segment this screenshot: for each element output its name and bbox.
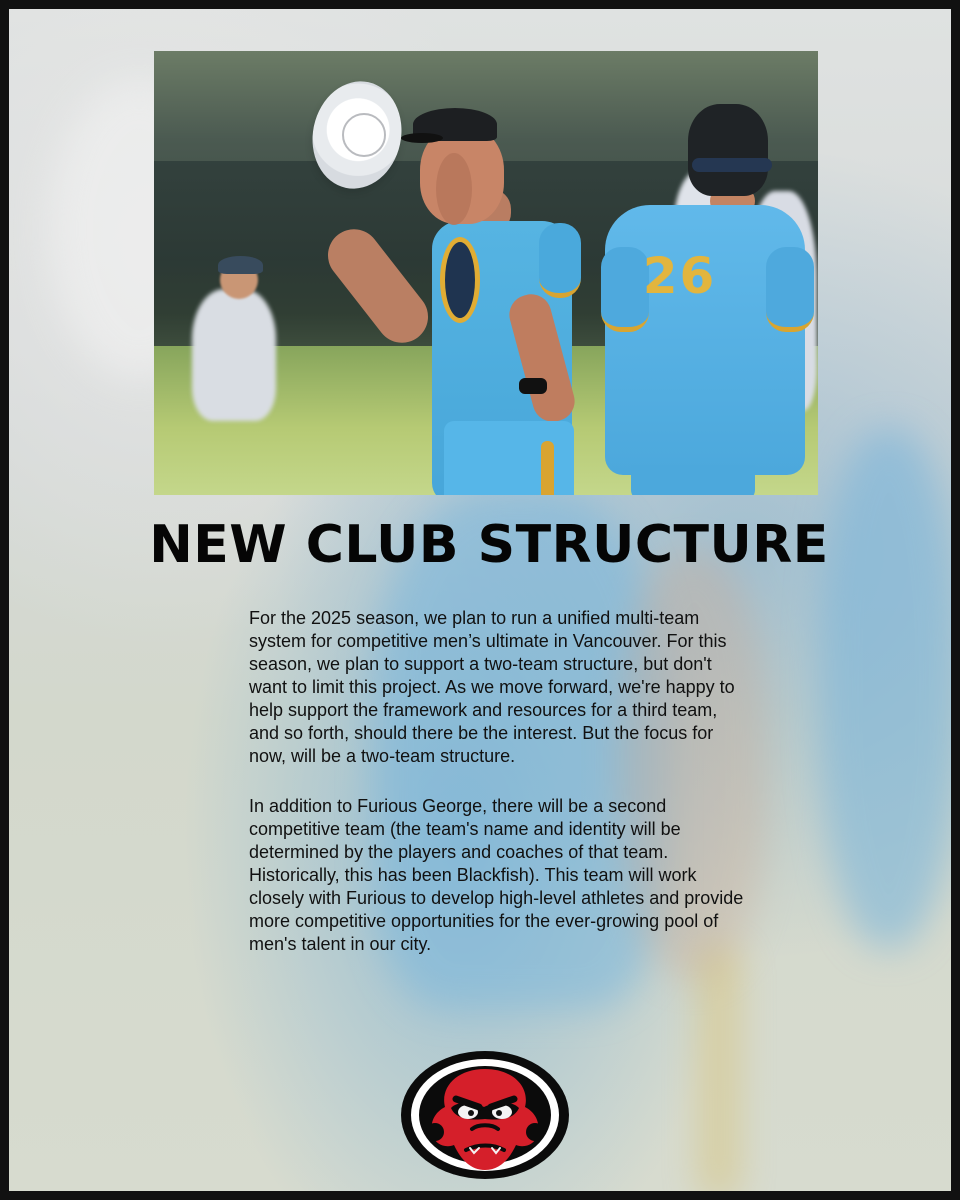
- wrist-watch: [519, 378, 547, 394]
- main-player-cap-visor: [401, 133, 443, 143]
- body-copy: [249, 607, 749, 956]
- player-26-head: [688, 104, 768, 196]
- main-player-sleeve: [539, 223, 581, 298]
- player-26-shorts: [631, 465, 755, 495]
- background-blur-player: [819, 429, 959, 949]
- player-26-headband: [692, 158, 772, 172]
- flying-disc-mark: [342, 113, 386, 157]
- player-26-jersey: [605, 205, 805, 475]
- player-26-right-sleeve: [766, 247, 814, 332]
- background-player-left-cap: [218, 256, 263, 274]
- main-player-shorts-stripe: [541, 441, 554, 495]
- background-player-left: [192, 289, 276, 421]
- furious-george-monkey-icon: [400, 1049, 570, 1181]
- main-player-logo: [440, 237, 480, 323]
- page-title: NEW CLUB STRUCTURE: [149, 515, 829, 575]
- main-player-face: [436, 153, 472, 225]
- background-blur-stripe: [699, 949, 739, 1199]
- main-player-shorts: [444, 421, 574, 495]
- team-photo: [154, 51, 818, 495]
- paragraph-two: In addition to Furious George, there will be a second competitive team (the team's name and identity will be determined by the players and coaches of that team. Historically, this has been Blackfish). This team will work closely with Furious to develop high-level athletes and provide more competitive opportunities for the ever-growing pool of men's talent in our city.: [249, 796, 744, 954]
- jersey-number: 26: [642, 247, 717, 305]
- paragraph-one: For the 2025 season, we plan to run a unified multi-team system for competitive men’s ultimate in Vancouver. For this season, we plan to support a two-team structure, but don't want to limit this project. As we move forward, we're happy to help support the framework and resources for a third team, and so forth, should there be the interest. But the focus for now, will be a two-team structure.: [249, 608, 735, 766]
